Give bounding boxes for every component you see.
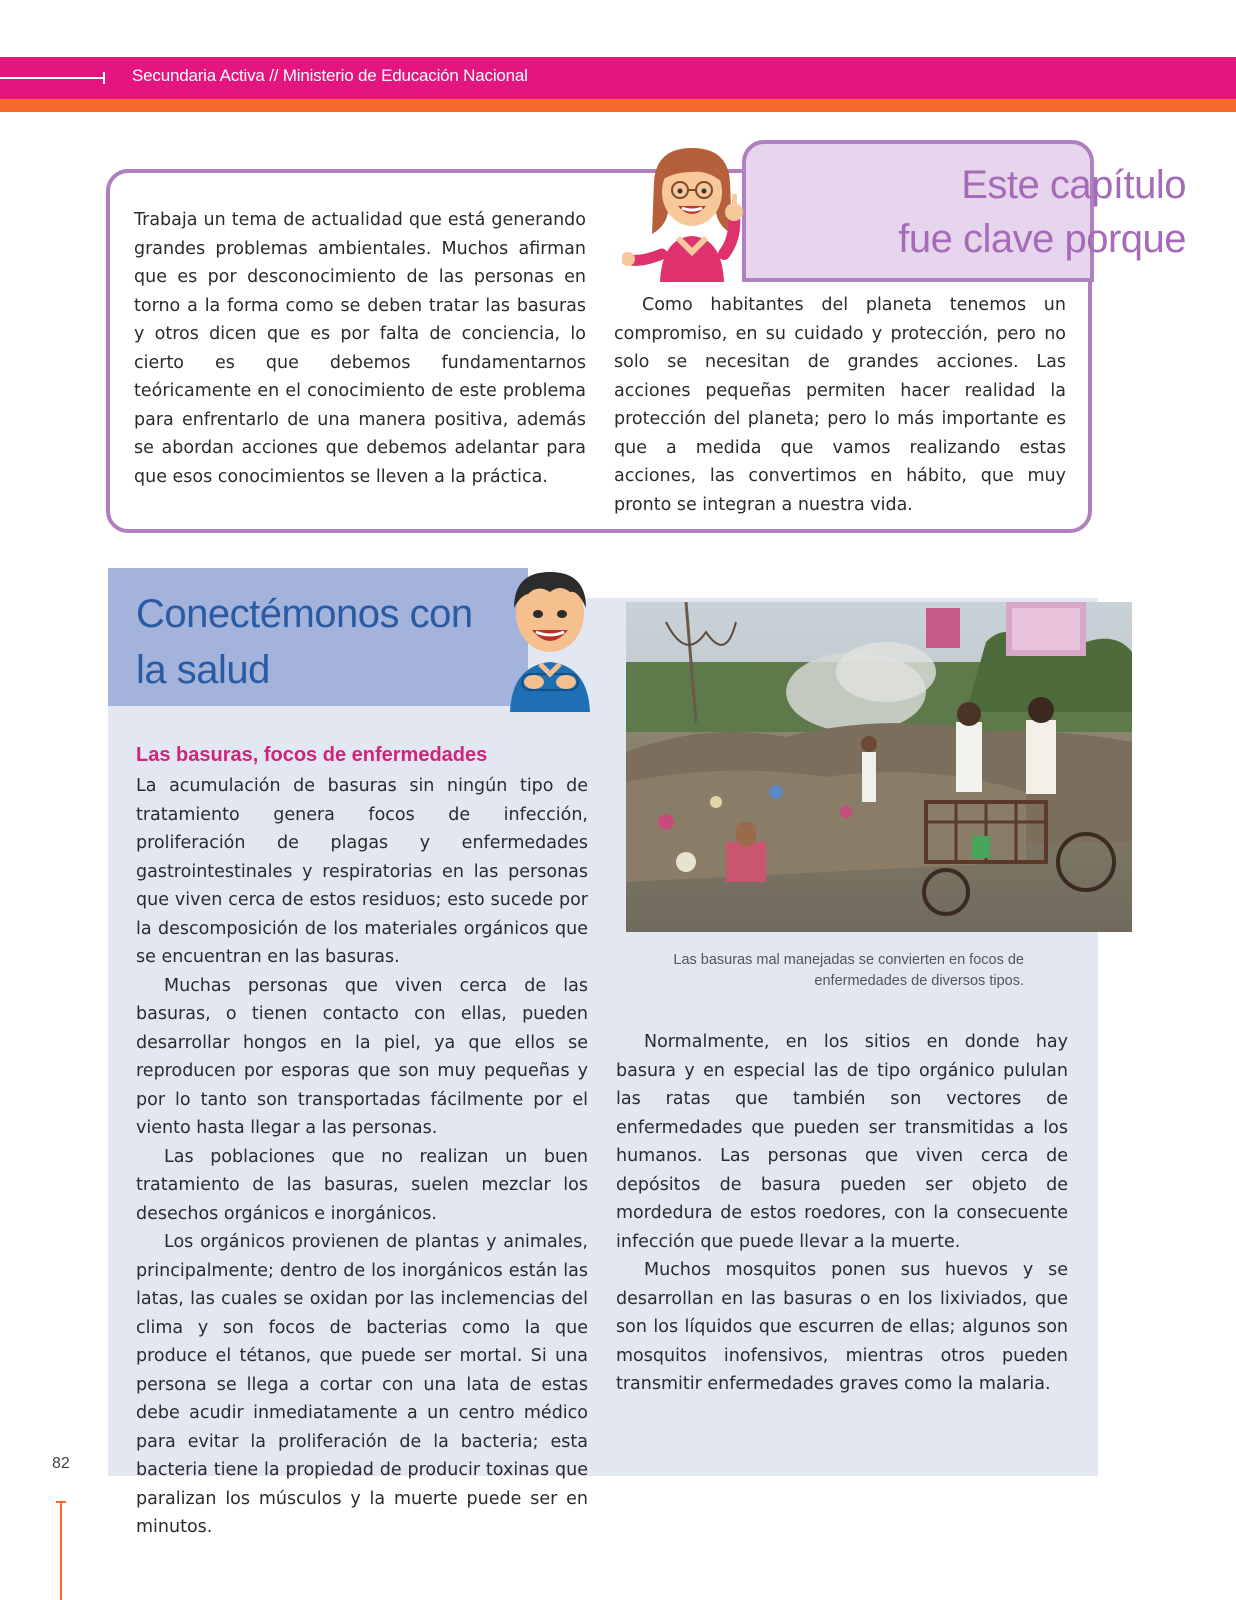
chapter-right-text: Como habitantes del planeta tenemos un compromiso, en su cuidado y protección, pero no solo se necesitan de grandes acciones. Las acciones pequeñas permiten hacer realidad la protección del planeta; pero lo más importante es que a medida que vamos realizando estas acciones, las convertimos en hábito, que muy pronto se integran a nuestra vida. xyxy=(614,295,1066,515)
photo-caption xyxy=(628,950,1024,992)
header-rule xyxy=(0,77,104,79)
chapter-left-text: Trabaja un tema de actualidad que está generando grandes problemas ambientales. Muchos afirman que es por desconocimiento de las personas en torno a la forma como se deben tratar las basuras y otros dicen que es por falta de conciencia, lo cierto es que debemos fundamentarnos teóricamente en el conocimiento de este problema para enfrentarlo de una manera positiva, además se abordan acciones que debemos adelantar para que esos conocimientos se lleven a la práctica. xyxy=(134,210,586,487)
header-rule-tick xyxy=(103,72,105,84)
health-paragraph: La acumulación de basuras sin ningún tipo de tratamiento genera focos de infección, proliferación de plagas y enfermedades gastrointestinales y respiratorias en las personas que viven cerca de estos residuos; esto sucede por la descomposición de los materiales orgánicos que se encuentran en las basuras. xyxy=(136,776,588,967)
health-paragraph: Los orgánicos provienen de plantas y animales, principalmente; dentro de los inorgánicos están las latas, las cuales se oxidan por las inclemencias del clima y son focos de bacterias como la que produce el tétanos, que puede ser mortal. Si una persona se llega a cortar con una lata de estas debe acudir inmediatamente a un centro médico para evitar la proliferación de la bacteria; esta bacteria tiene la propiedad de producir toxinas que paralizan los músculos y la muerte puede ser en minutos. xyxy=(136,1232,588,1537)
chapter-title-line2: fue clave porque xyxy=(898,217,1186,261)
header-title: Secundaria Activa // Ministerio de Educación Nacional xyxy=(132,66,528,85)
health-title xyxy=(136,586,473,698)
health-paragraph: Muchos mosquitos ponen sus huevos y se desarrollan en las basuras o en los lixiviados, que son los líquidos que escurren de ellas; algunos son mosquitos inofensivos, mientras otros pueden transmitir enfermedades graves como la malaria. xyxy=(616,1260,1068,1394)
health-left-column xyxy=(136,772,588,1542)
boy-avatar-icon xyxy=(500,562,600,712)
page-rule xyxy=(60,1502,62,1600)
health-paragraph: Muchas personas que viven cerca de las basuras, o tienen contacto con ellas, pueden desarrollar hongos en la piel, ya que ellos se reproducen por esporas que son muy pequeñas y por lo tanto son transportadas fácilmente por el viento hasta llegar a las personas. xyxy=(136,975,588,1138)
health-title-line1: Conectémonos con xyxy=(136,592,473,636)
health-paragraph: Normalmente, en los sitios en donde hay basura y en especial las de tipo orgánico pululan las ratas que también son vectores de enfermedades que pueden ser transmitidas a los humanos. Las personas que viven cerca de depósitos de basura pueden ser objeto de mordedura de estos roedores, con la consecuente infección que puede llevar a la muerte. xyxy=(616,1032,1068,1252)
chapter-title-line1: Este capítulo xyxy=(961,163,1186,207)
health-paragraph: Las poblaciones que no realizan un buen tratamiento de las basuras, suelen mezclar los desechos orgánicos e inorgánicos. xyxy=(136,1146,588,1224)
photo-caption-line1: Las basuras mal manejadas se convierten en focos de xyxy=(673,952,1024,968)
page-number: 82 xyxy=(52,1455,70,1472)
chapter-title xyxy=(898,158,1186,266)
photo-caption-line2: enfermedades de diversos tipos. xyxy=(814,973,1024,989)
girl-avatar-icon xyxy=(622,142,762,282)
health-right-column xyxy=(616,1028,1068,1399)
section-subtitle: Las basuras, focos de enfermedades xyxy=(136,744,488,766)
health-title-line2: la salud xyxy=(136,648,270,692)
header-stripe xyxy=(0,99,1236,112)
garbage-dump-photo xyxy=(626,602,1132,932)
